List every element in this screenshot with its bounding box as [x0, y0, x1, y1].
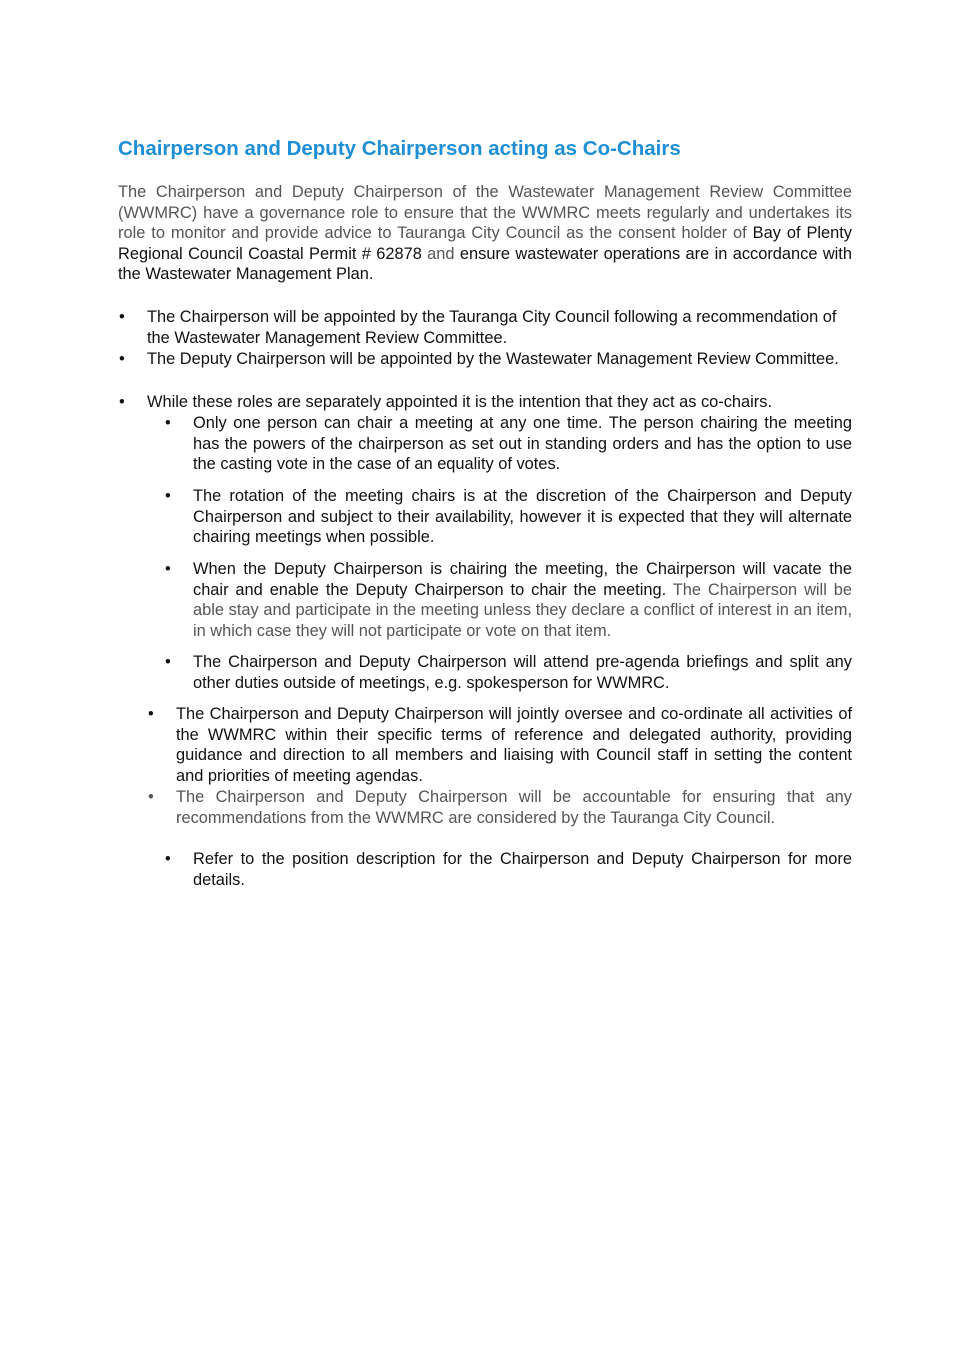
section-heading: Chairperson and Deputy Chairperson acting as Co-Chairs	[118, 137, 681, 160]
bullet-dot: •	[165, 560, 171, 578]
bullet-dot: •	[165, 414, 171, 432]
bullet-item-oversee	[148, 704, 852, 786]
bullet-text: Only one person can chair a meeting at any one time. The person chairing the meeting has the powers of the chairperson as set out in standing orders and has the option to use the casting vote in the case of an equality of votes.	[193, 414, 852, 474]
bullet-item-accountable	[148, 787, 852, 828]
bullet-text-dark: When the Deputy Chairperson is chairing the meeting, the Chairperson will vacate the chair and enable the Deputy Chairperson to chair the meeting.	[193, 560, 852, 599]
bullet-item-deputy-appointment	[119, 349, 852, 370]
sub-bullet-item-rotation	[165, 486, 852, 548]
bullet-item-chair-appointment	[119, 307, 852, 348]
bullet-text: While these roles are separately appointed it is the intention that they act as co-chairs.	[147, 393, 773, 411]
bullet-dot: •	[119, 308, 125, 326]
bullet-dot: •	[148, 705, 154, 723]
bullet-text: The Chairperson and Deputy Chairperson will attend pre-agenda briefings and split any other duties outside of meetings, e.g. spokesperson for WWMRC.	[193, 653, 852, 692]
bullet-dot: •	[148, 788, 154, 806]
bullet-text-grey: The Chairperson will be able stay and participate in the meeting unless they declare a conflict of interest in an item, in which case they will not participate or vote on that item.	[193, 580, 852, 640]
bullet-item-co-chairs	[119, 392, 852, 413]
bullet-text: The Chairperson will be appointed by the Tauranga City Council following a recommendation of the Wastewater Management Review Committee.	[147, 308, 837, 347]
bullet-dot: •	[119, 393, 125, 411]
bullet-text: Refer to the position description for the Chairperson and Deputy Chairperson for more details.	[193, 850, 852, 889]
bullet-text: The Chairperson and Deputy Chairperson will be accountable for ensuring that any recommendations from the WWMRC are considered by the Tauranga City Council.	[176, 788, 852, 827]
intro-text-permit: Bay of Plenty Regional Council Coastal Permit # 62878	[118, 224, 852, 263]
sub-bullet-item-one-chair	[165, 413, 852, 475]
sub-bullet-item-briefings	[165, 652, 852, 693]
intro-paragraph	[118, 182, 852, 285]
bullet-text: The rotation of the meeting chairs is at the discretion of the Chairperson and Deputy Chairperson and subject to their availability, however it is expected that they will alternate chairing meetings when possible.	[193, 487, 852, 547]
intro-text-1: The Chairperson and Deputy Chairperson of the Wastewater Management Review Committee (WWMRC) have a governance role to ensure that the WWMRC meets regularly and undertakes its role to monitor and provide advice to Tauranga City Council as the consent holder of	[118, 183, 852, 243]
intro-text-operations: ensure wastewater operations are in accordance with the Wastewater Management Plan.	[118, 244, 852, 284]
bullet-dot: •	[165, 487, 171, 505]
bullet-text: The Deputy Chairperson will be appointed by the Wastewater Management Review Committee.	[147, 350, 839, 368]
bullet-item-position-description	[165, 849, 852, 890]
bullet-dot: •	[165, 850, 171, 868]
sub-bullet-item-deputy-chairing	[165, 559, 852, 641]
bullet-dot: •	[165, 653, 171, 671]
intro-text-and: and	[421, 244, 460, 263]
bullet-text: The Chairperson and Deputy Chairperson will jointly oversee and co-ordinate all activities of the WWMRC within their specific terms of reference and delegated authority, providing guidance and direction to all members and liaising with Council staff in setting the content and priorities of meeting agendas.	[176, 705, 852, 785]
bullet-dot: •	[119, 350, 125, 368]
